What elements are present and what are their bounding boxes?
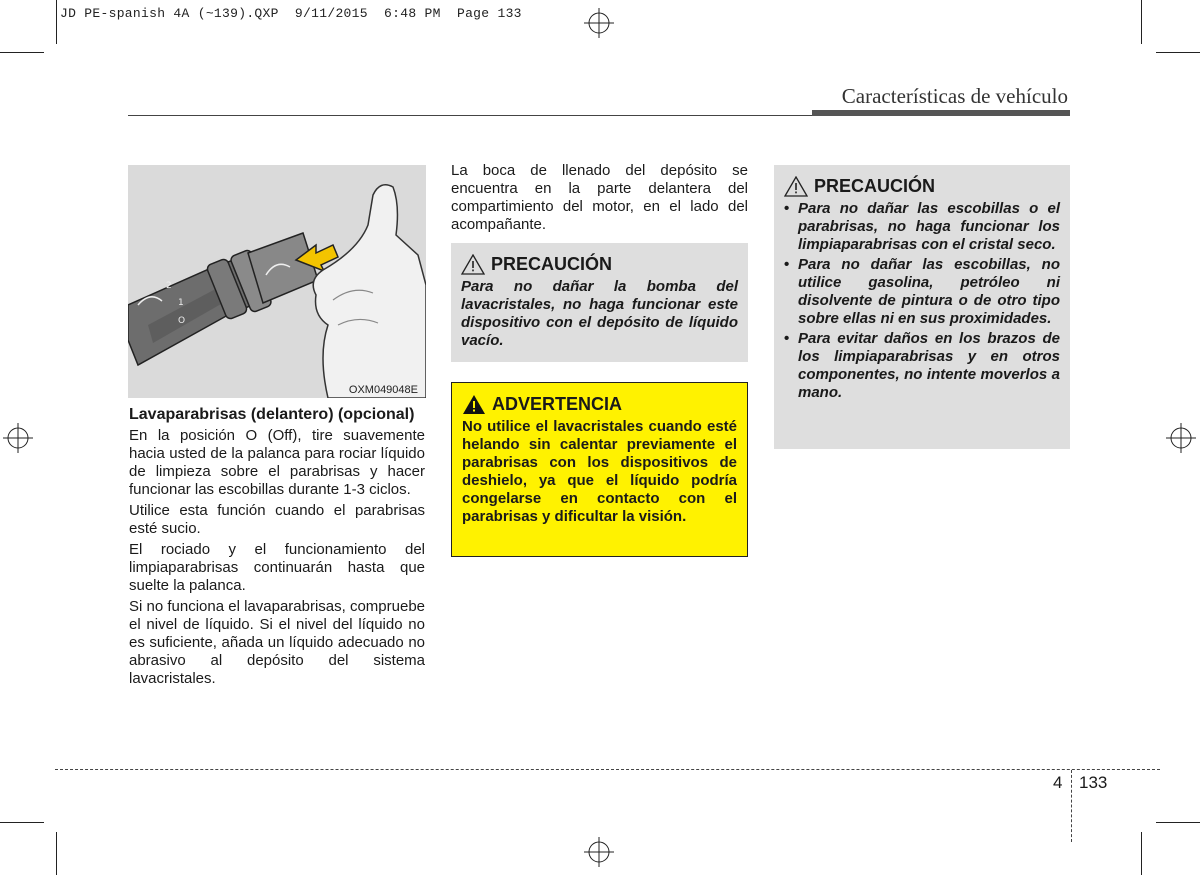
footer-rule bbox=[55, 769, 1160, 770]
caution-box-pump bbox=[451, 243, 748, 362]
page-number: 133 bbox=[1079, 773, 1108, 792]
header-rule bbox=[128, 115, 812, 116]
caution-list-item: • Para no dañar las escobillas, no utilice gasolina, petróleo ni disolvente de pintura o de otro tipo sobre ellas ni en sus proximidades. bbox=[784, 256, 1060, 328]
paragraph: El rociado y el funcionamiento del limpiaparabrisas continuarán hasta que suelte la palanca. bbox=[129, 541, 425, 594]
registration-mark-icon bbox=[3, 423, 33, 453]
caution-box-wipers bbox=[774, 165, 1070, 449]
figure-caption: OXM049048E bbox=[348, 384, 418, 396]
warning-title bbox=[462, 393, 737, 415]
header-rule-accent bbox=[812, 110, 1070, 116]
caution-triangle-icon bbox=[461, 254, 485, 275]
lever-label-o: O bbox=[178, 316, 186, 326]
crop-mark bbox=[1141, 832, 1142, 875]
warning-title-text: ADVERTENCIA bbox=[492, 394, 623, 414]
warning-triangle-icon bbox=[462, 394, 486, 415]
crop-mark bbox=[56, 0, 57, 44]
lever-label-1: 1 bbox=[178, 298, 184, 308]
paragraph: Utilice esta función cuando el parabrisas esté sucio. bbox=[129, 502, 425, 537]
print-slug: JD PE-spanish 4A (~139).QXP 9/11/2015 6:48 PM Page 133 bbox=[60, 6, 522, 21]
section-subheading: Lavaparabrisas (delantero) (opcional) bbox=[129, 406, 415, 423]
section-title: Características de vehículo bbox=[841, 84, 1068, 108]
chapter-number: 4 bbox=[1053, 773, 1063, 792]
footer-divider bbox=[1071, 770, 1072, 842]
caution-title bbox=[784, 175, 1060, 197]
paragraph: Si no funciona el lavaparabrisas, compruebe el nivel de líquido. Si el nivel del líquido no es suficiente, añada un líquido adecuado no abrasivo al depósito del sistema lavacristales. bbox=[129, 598, 426, 687]
registration-mark-icon bbox=[584, 837, 614, 867]
caution-triangle-icon bbox=[784, 176, 808, 197]
crop-mark bbox=[56, 832, 57, 875]
wiper-stalk-illustration-icon bbox=[128, 165, 426, 398]
caution-title-text: PRECAUCIÓN bbox=[814, 176, 936, 196]
warning-text: No utilice el lavacristales cuando esté helando sin calentar previamente el parabrisas con los dispositivos de deshielo, ya que el líquido podría congelarse en contacto con el parabrisas y dificultar la visión. bbox=[462, 418, 737, 525]
crop-mark bbox=[0, 822, 44, 823]
caution-list bbox=[784, 200, 1060, 402]
washer-section bbox=[129, 405, 425, 691]
caution-title bbox=[461, 253, 738, 275]
caution-list-item: • Para no dañar las escobillas o el parabrisas, no haga funcionar los limpiaparabrisas con el cristal seco. bbox=[784, 200, 1060, 254]
registration-mark-icon bbox=[584, 8, 614, 38]
crop-mark bbox=[1156, 822, 1200, 823]
lever-label-2: 2 bbox=[166, 281, 172, 291]
crop-mark bbox=[1141, 0, 1142, 44]
caution-list-item: • Para evitar daños en los brazos de los limpiaparabrisas y en otros componentes, no intente moverlos a mano. bbox=[784, 330, 1060, 402]
wiper-stalk-figure bbox=[128, 165, 426, 398]
caution-title-text: PRECAUCIÓN bbox=[491, 254, 613, 274]
registration-mark-icon bbox=[1166, 423, 1196, 453]
crop-mark bbox=[0, 52, 44, 53]
crop-mark bbox=[1156, 52, 1200, 53]
reservoir-location-text: La boca de llenado del depósito se encuentra en la parte delantera del compartimiento del motor, en el lado del acompañante. bbox=[451, 162, 748, 233]
warning-box-freezing bbox=[451, 382, 748, 557]
paragraph: En la posición O (Off), tire suavemente hacia usted de la palanca para rociar líquido de limpieza sobre el parabrisas y hacer funcionar las escobillas durante 1-3 ciclos. bbox=[129, 427, 425, 498]
caution-text: Para no dañar la bomba del lavacristales, no haga funcionar este dispositivo con el depósito de líquido vacío. bbox=[461, 278, 738, 349]
